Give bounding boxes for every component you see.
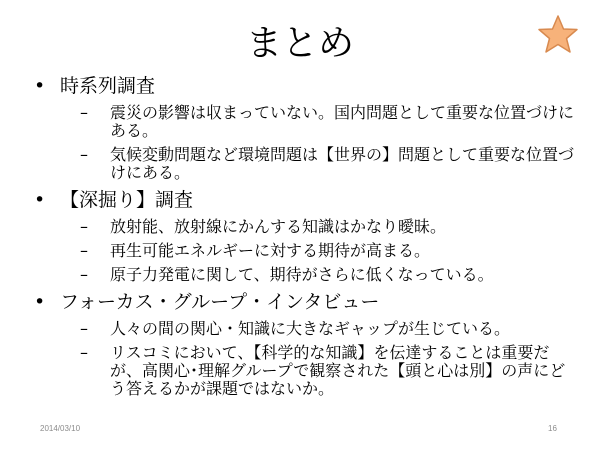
dash: –: [80, 145, 88, 164]
list-item-text: 再生可能エネルギーに対する期待が高まる。: [110, 241, 431, 260]
list-item: [28, 218, 580, 236]
section-heading-deepdive: [28, 188, 580, 212]
bullet: •: [34, 189, 46, 211]
list-item-text: 人々の間の関心・知識に大きなギャップが生じている。: [110, 319, 511, 338]
dash: –: [80, 265, 88, 284]
star-icon: [536, 14, 580, 56]
dash: –: [80, 103, 88, 122]
slide-title: まとめ: [245, 23, 354, 64]
dash: –: [80, 343, 88, 362]
section-heading-text: 時系列調査: [60, 75, 156, 97]
section-heading-text: フォーカス・グループ・インタビュー: [60, 291, 380, 313]
dash: –: [80, 319, 88, 338]
list-item: [28, 242, 580, 260]
list-item-text: リスコミにおいて、【科学的な知識】を伝達することは重要だが、高関心･理解グループで観察された【頭と心は別】の声にどう答えるかが課題ではないか。: [110, 343, 566, 398]
dash: –: [80, 217, 88, 236]
section-heading-text: 【深掘り】調査: [60, 189, 194, 211]
footer-date: 2014/03/10: [40, 424, 81, 433]
dash: –: [80, 241, 88, 260]
list-item: [28, 320, 580, 338]
bullet: •: [34, 291, 46, 313]
list-item: [28, 146, 580, 182]
list-item: [28, 266, 580, 284]
slide-body: [28, 74, 580, 404]
section-heading-focus-group: [28, 290, 580, 314]
list-item-text: 気候変動問題など環境問題は【世界の】問題として重要な位置づけにある。: [110, 145, 575, 182]
list-item-text: 震災の影響は収まっていない。国内問題として重要な位置づけにある。: [110, 103, 575, 140]
page-number: 16: [548, 424, 557, 433]
list-item: [28, 344, 580, 398]
section-heading-timeseries: [28, 74, 580, 98]
list-item-text: 放射能、放射線にかんする知識はかなり曖昧。: [110, 217, 447, 236]
list-item: [28, 104, 580, 140]
bullet: •: [34, 75, 46, 97]
list-item-text: 原子力発電に関して、期待がさらに低くなっている。: [110, 265, 494, 284]
